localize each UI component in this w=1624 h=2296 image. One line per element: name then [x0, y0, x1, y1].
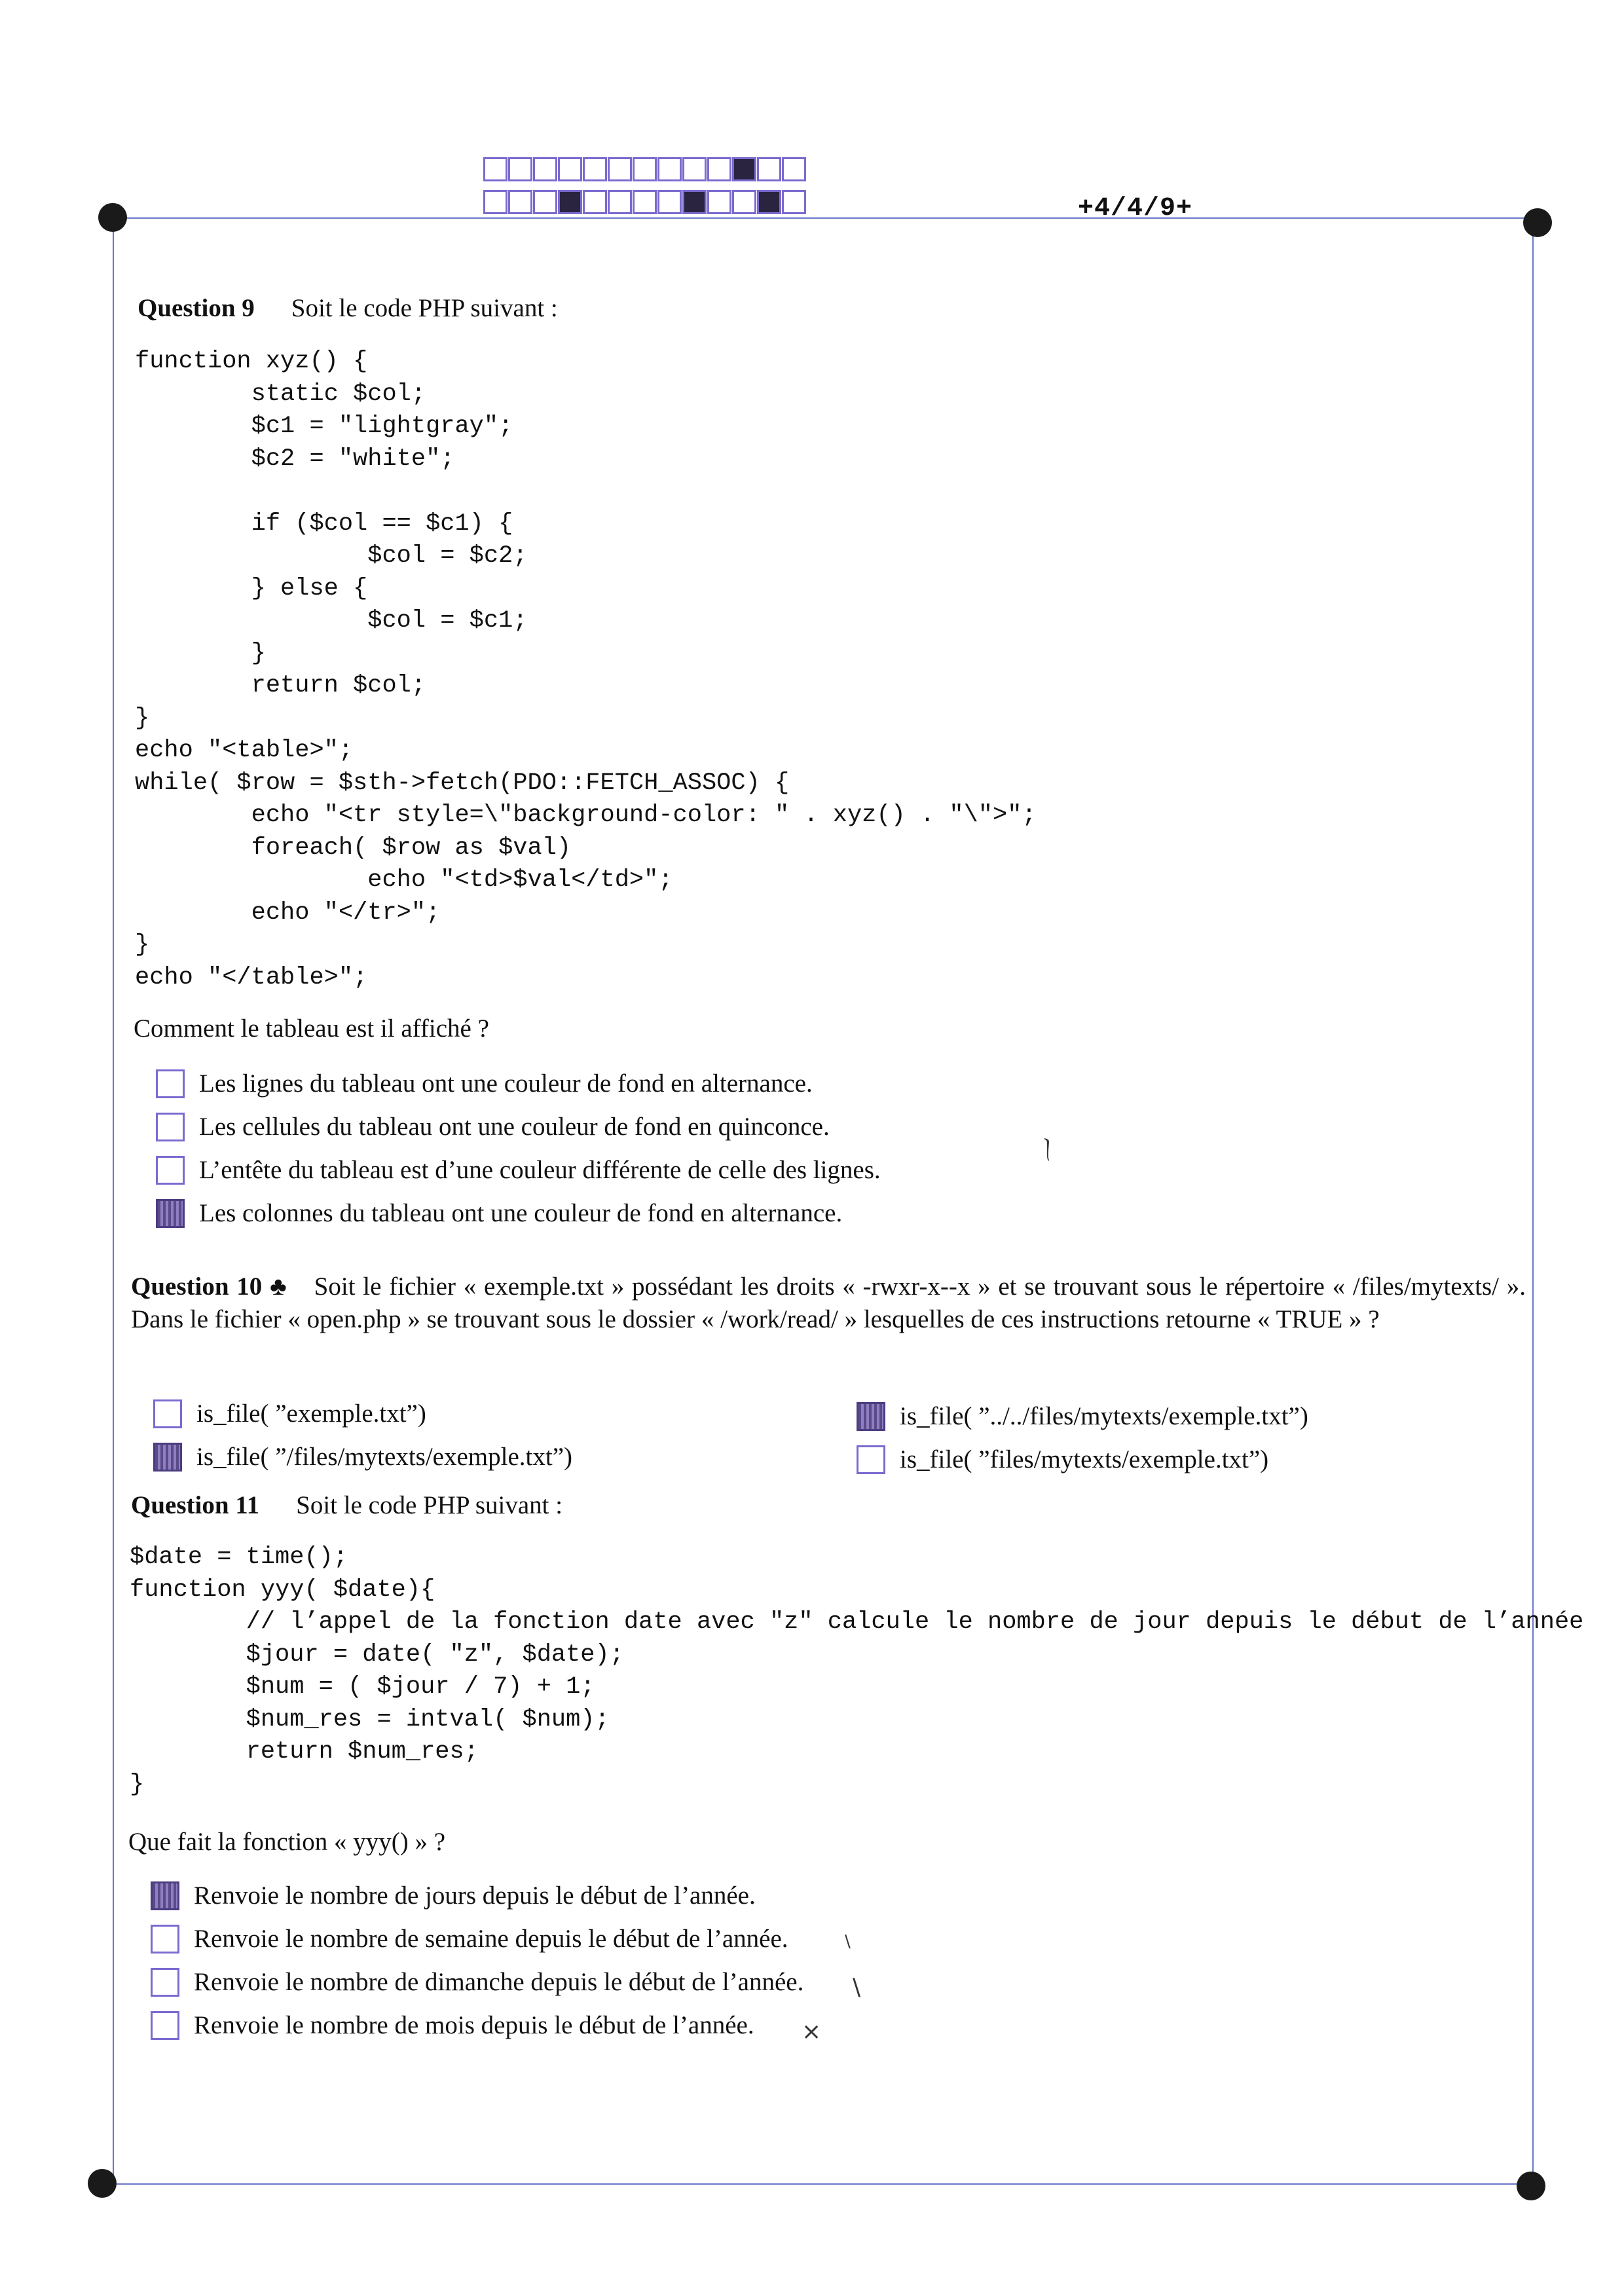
grid-cell: [483, 157, 507, 181]
choice-label: Les cellules du tableau ont une couleur de fond en quinconce.: [199, 1113, 830, 1141]
grid-cell: [782, 157, 806, 181]
grid-cell: [583, 190, 607, 214]
q10-choice-2[interactable]: [153, 1442, 572, 1472]
choice-label: Renvoie le nombre de dimanche depuis le début de l’année.: [194, 1968, 804, 1996]
choice-label: L’entête du tableau est d’une couleur différente de celle des lignes.: [199, 1156, 881, 1184]
grid-cell: [608, 157, 632, 181]
choice-label: Renvoie le nombre de semaine depuis le début de l’année.: [194, 1925, 788, 1953]
choice-label: Les lignes du tableau ont une couleur de fond en alternance.: [199, 1069, 813, 1098]
grid-cell: [682, 157, 707, 181]
grid-cell: [732, 190, 756, 214]
grid-cell: [782, 190, 806, 214]
pencil-mark: 〳: [1031, 1131, 1066, 1166]
grid-cell: [633, 157, 657, 181]
choice-label: is_file( ”../../files/mytexts/exemple.txt”): [900, 1402, 1308, 1430]
q11-label: Question 11: [131, 1491, 260, 1519]
checkbox[interactable]: [151, 1968, 179, 1997]
q9-label: Question 9: [138, 294, 255, 322]
id-grid-row-1: [483, 157, 807, 181]
q9-choice-3[interactable]: [156, 1155, 881, 1185]
q11-intro: Soit le code PHP suivant :: [296, 1491, 563, 1519]
q10-text: [131, 1270, 1526, 1336]
choice-label: Renvoie le nombre de jours depuis le début de l’année.: [194, 1881, 756, 1910]
grid-cell: [633, 190, 657, 214]
club-icon: ♣: [270, 1272, 288, 1301]
q9-question: Comment le tableau est il affiché ?: [134, 1014, 489, 1043]
choice-label: is_file( ”exemple.txt”): [196, 1399, 426, 1428]
grid-cell: [558, 157, 582, 181]
grid-cell: [608, 190, 632, 214]
pencil-mark: \: [853, 1974, 861, 2001]
choice-label: Les colonnes du tableau ont une couleur de fond en alternance.: [199, 1199, 843, 1227]
q9-choice-2[interactable]: [156, 1112, 830, 1141]
q11-choice-2[interactable]: [151, 1924, 788, 1953]
q10-label: Question 10: [131, 1272, 263, 1301]
choice-label: Renvoie le nombre de mois depuis le début de l’année.: [194, 2011, 754, 2039]
q11-choice-4[interactable]: [151, 2010, 754, 2040]
q11-title: [131, 1491, 563, 1520]
grid-cell: [533, 190, 557, 214]
checkbox[interactable]: [151, 1925, 179, 1953]
checkbox[interactable]: [156, 1156, 185, 1185]
pencil-mark: \: [845, 1932, 851, 1952]
q11-question: Que fait la fonction « yyy() » ?: [128, 1828, 446, 1856]
grid-cell: [483, 190, 507, 214]
choice-label: is_file( ”/files/mytexts/exemple.txt”): [196, 1443, 572, 1471]
grid-cell-filled: [558, 190, 582, 214]
grid-cell: [707, 190, 731, 214]
frame-left: [113, 217, 114, 2183]
grid-cell: [657, 190, 682, 214]
frame-top: [113, 217, 1538, 219]
grid-cell-filled: [732, 157, 756, 181]
checkbox-checked[interactable]: [156, 1199, 185, 1228]
q11-code: $date = time(); function yyy( $date){ // l’appel de la fonction date avec "z" calcule le nombre de jour depuis le début de l’année $jour = date( "z", $date); $num = ( $jour / 7) + 1; $num_res = intval( $num); return $num_res; }: [130, 1544, 1584, 1798]
checkbox-checked[interactable]: [153, 1443, 182, 1472]
grid-cell-filled: [682, 190, 707, 214]
checkbox[interactable]: [857, 1445, 885, 1474]
choice-label: is_file( ”files/mytexts/exemple.txt”): [900, 1445, 1269, 1473]
grid-cell: [707, 157, 731, 181]
q10-body: Soit le fichier « exemple.txt » possédant les droits « -rwxr-x--x » et se trouvant sous le répertoire « /files/mytexts/ ». Dans le fichier « open.php » se trouvant sous le dossier « /work/read/ » lesquelles de ces instructions retourne « TRUE » ?: [131, 1272, 1526, 1333]
q10-choice-1[interactable]: [153, 1399, 426, 1428]
corner-mark-top-right: [1523, 208, 1552, 237]
q10-choice-4[interactable]: [857, 1445, 1268, 1474]
id-grid-row-2: [483, 190, 807, 214]
corner-mark-bottom-left: [88, 2169, 117, 2198]
page-id: +4/4/9+: [1078, 194, 1193, 223]
q9-code: function xyz() { static $col; $c1 = "lightgray"; $c2 = "white"; if ($col == $c1) { $col = $c2; } else { $col = $c1; } return $col; } echo "<table>"; while( $row = $sth->fetch(PDO::FETCH_ASSOC) { echo "<tr style=\"background-color: " . xyz() . "\">"; foreach( $row as $val) echo "<td>$val</td>"; echo "</tr>"; } echo "</table>";: [135, 348, 1037, 991]
grid-cell: [757, 157, 781, 181]
grid-cell: [657, 157, 682, 181]
grid-cell: [508, 190, 532, 214]
grid-cell-filled: [757, 190, 781, 214]
q9-choice-1[interactable]: [156, 1069, 813, 1098]
frame-right: [1532, 223, 1534, 2183]
grid-cell: [533, 157, 557, 181]
q9-choice-4[interactable]: [156, 1198, 842, 1228]
q11-choice-1[interactable]: [151, 1881, 756, 1910]
grid-cell: [508, 157, 532, 181]
checkbox-checked[interactable]: [151, 1881, 179, 1910]
q9-intro: Soit le code PHP suivant :: [291, 294, 558, 322]
pencil-mark: ×: [802, 2018, 822, 2045]
frame-bottom: [103, 2183, 1534, 2185]
corner-mark-top-left: [98, 203, 127, 232]
checkbox-checked[interactable]: [857, 1402, 885, 1431]
checkbox[interactable]: [156, 1069, 185, 1098]
checkbox[interactable]: [153, 1399, 182, 1428]
checkbox[interactable]: [151, 2011, 179, 2040]
corner-mark-bottom-right: [1517, 2172, 1545, 2200]
checkbox[interactable]: [156, 1113, 185, 1141]
q10-choice-3[interactable]: [857, 1401, 1308, 1431]
q11-choice-3[interactable]: [151, 1967, 803, 1997]
grid-cell: [583, 157, 607, 181]
q9-title: [138, 293, 558, 323]
